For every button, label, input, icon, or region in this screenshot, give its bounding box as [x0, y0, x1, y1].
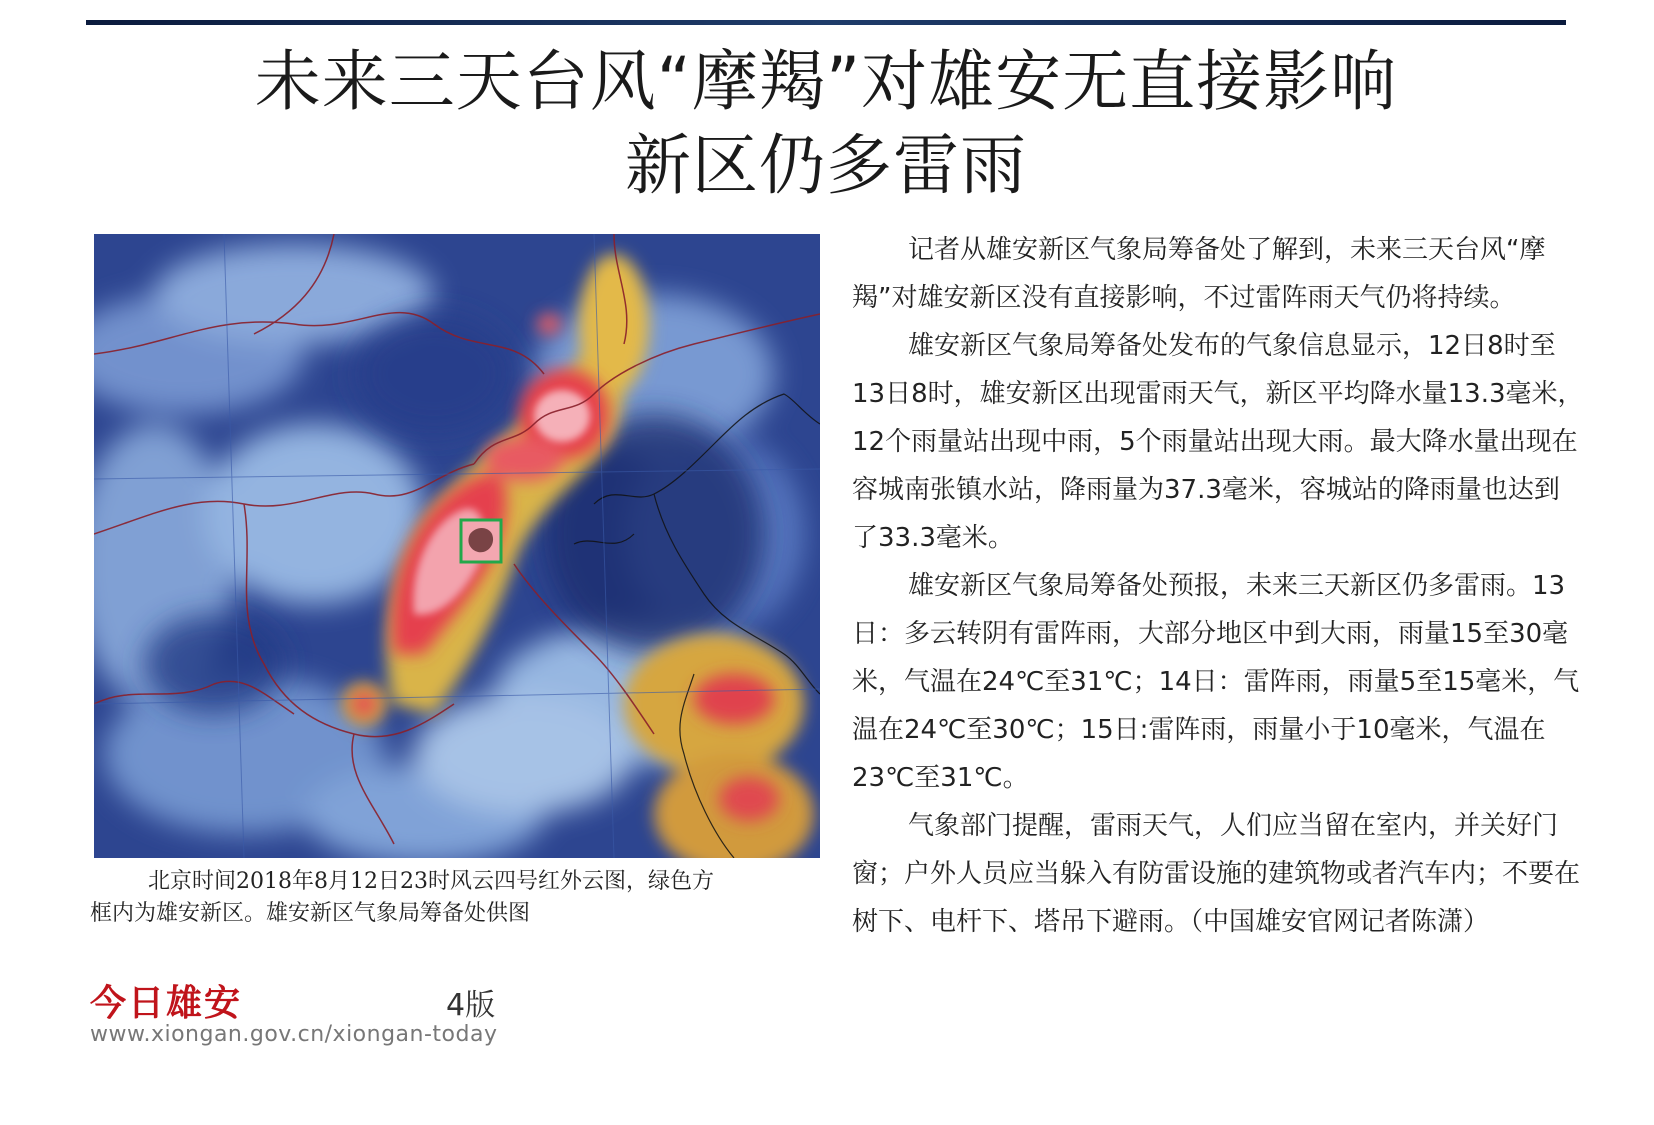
caption-line-2: 框内为雄安新区。雄安新区气象局筹备处供图 — [90, 901, 531, 926]
article-paragraph: 雄安新区气象局筹备处发布的气象信息显示，12日8时至13日8时，雄安新区出现雷雨天气，新区平均降水量13.3毫米，12个雨量站出现中雨，5个雨量站出现大雨。最大降水量出现在容城南张镇水站，降雨量为37.3毫米，容城站的降雨量也达到了33.3毫米。 — [852, 331, 1584, 553]
brand-logo: 今日雄安 — [90, 982, 243, 1024]
site-url[interactable]: www.xiongan.gov.cn/xiongan-today — [90, 1022, 498, 1047]
page-number: 4版 — [446, 988, 496, 1023]
headline-line-1: 未来三天台风“摩羯”对雄安无直接影响 — [254, 43, 1398, 120]
satellite-image-drawing — [94, 234, 820, 858]
headline-line-2: 新区仍多雷雨 — [625, 127, 1027, 204]
article-paragraph: 记者从雄安新区气象局筹备处了解到，未来三天台风“摩羯”对雄安新区没有直接影响，不过雷阵雨天气仍将持续。 — [852, 235, 1546, 313]
article-paragraph: 气象部门提醒，雷雨天气，人们应当留在室内，并关好门窗；户外人员应当躲入有防雷设施的建筑物或者汽车内；不要在树下、电杆下、塔吊下避雨。（中国雄安官网记者陈潇） — [852, 811, 1581, 937]
satellite-cloud-image — [94, 234, 820, 858]
figure-caption — [90, 866, 830, 930]
article-paragraph: 雄安新区气象局筹备处预报，未来三天新区仍多雷雨。13日：多云转阴有雷阵雨，大部分地区中到大雨，雨量15至30毫米，气温在24℃至31℃；14日：雷阵雨，雨量5至15毫米，气温在24℃至30℃；15日:雷阵雨，雨量小于10毫米，气温在23℃至31℃。 — [852, 571, 1580, 793]
top-rule — [86, 20, 1566, 25]
article-body — [852, 226, 1584, 946]
caption-line-1: 北京时间2018年8月12日23时风云四号红外云图，绿色方 — [148, 869, 714, 894]
headline — [86, 40, 1566, 208]
